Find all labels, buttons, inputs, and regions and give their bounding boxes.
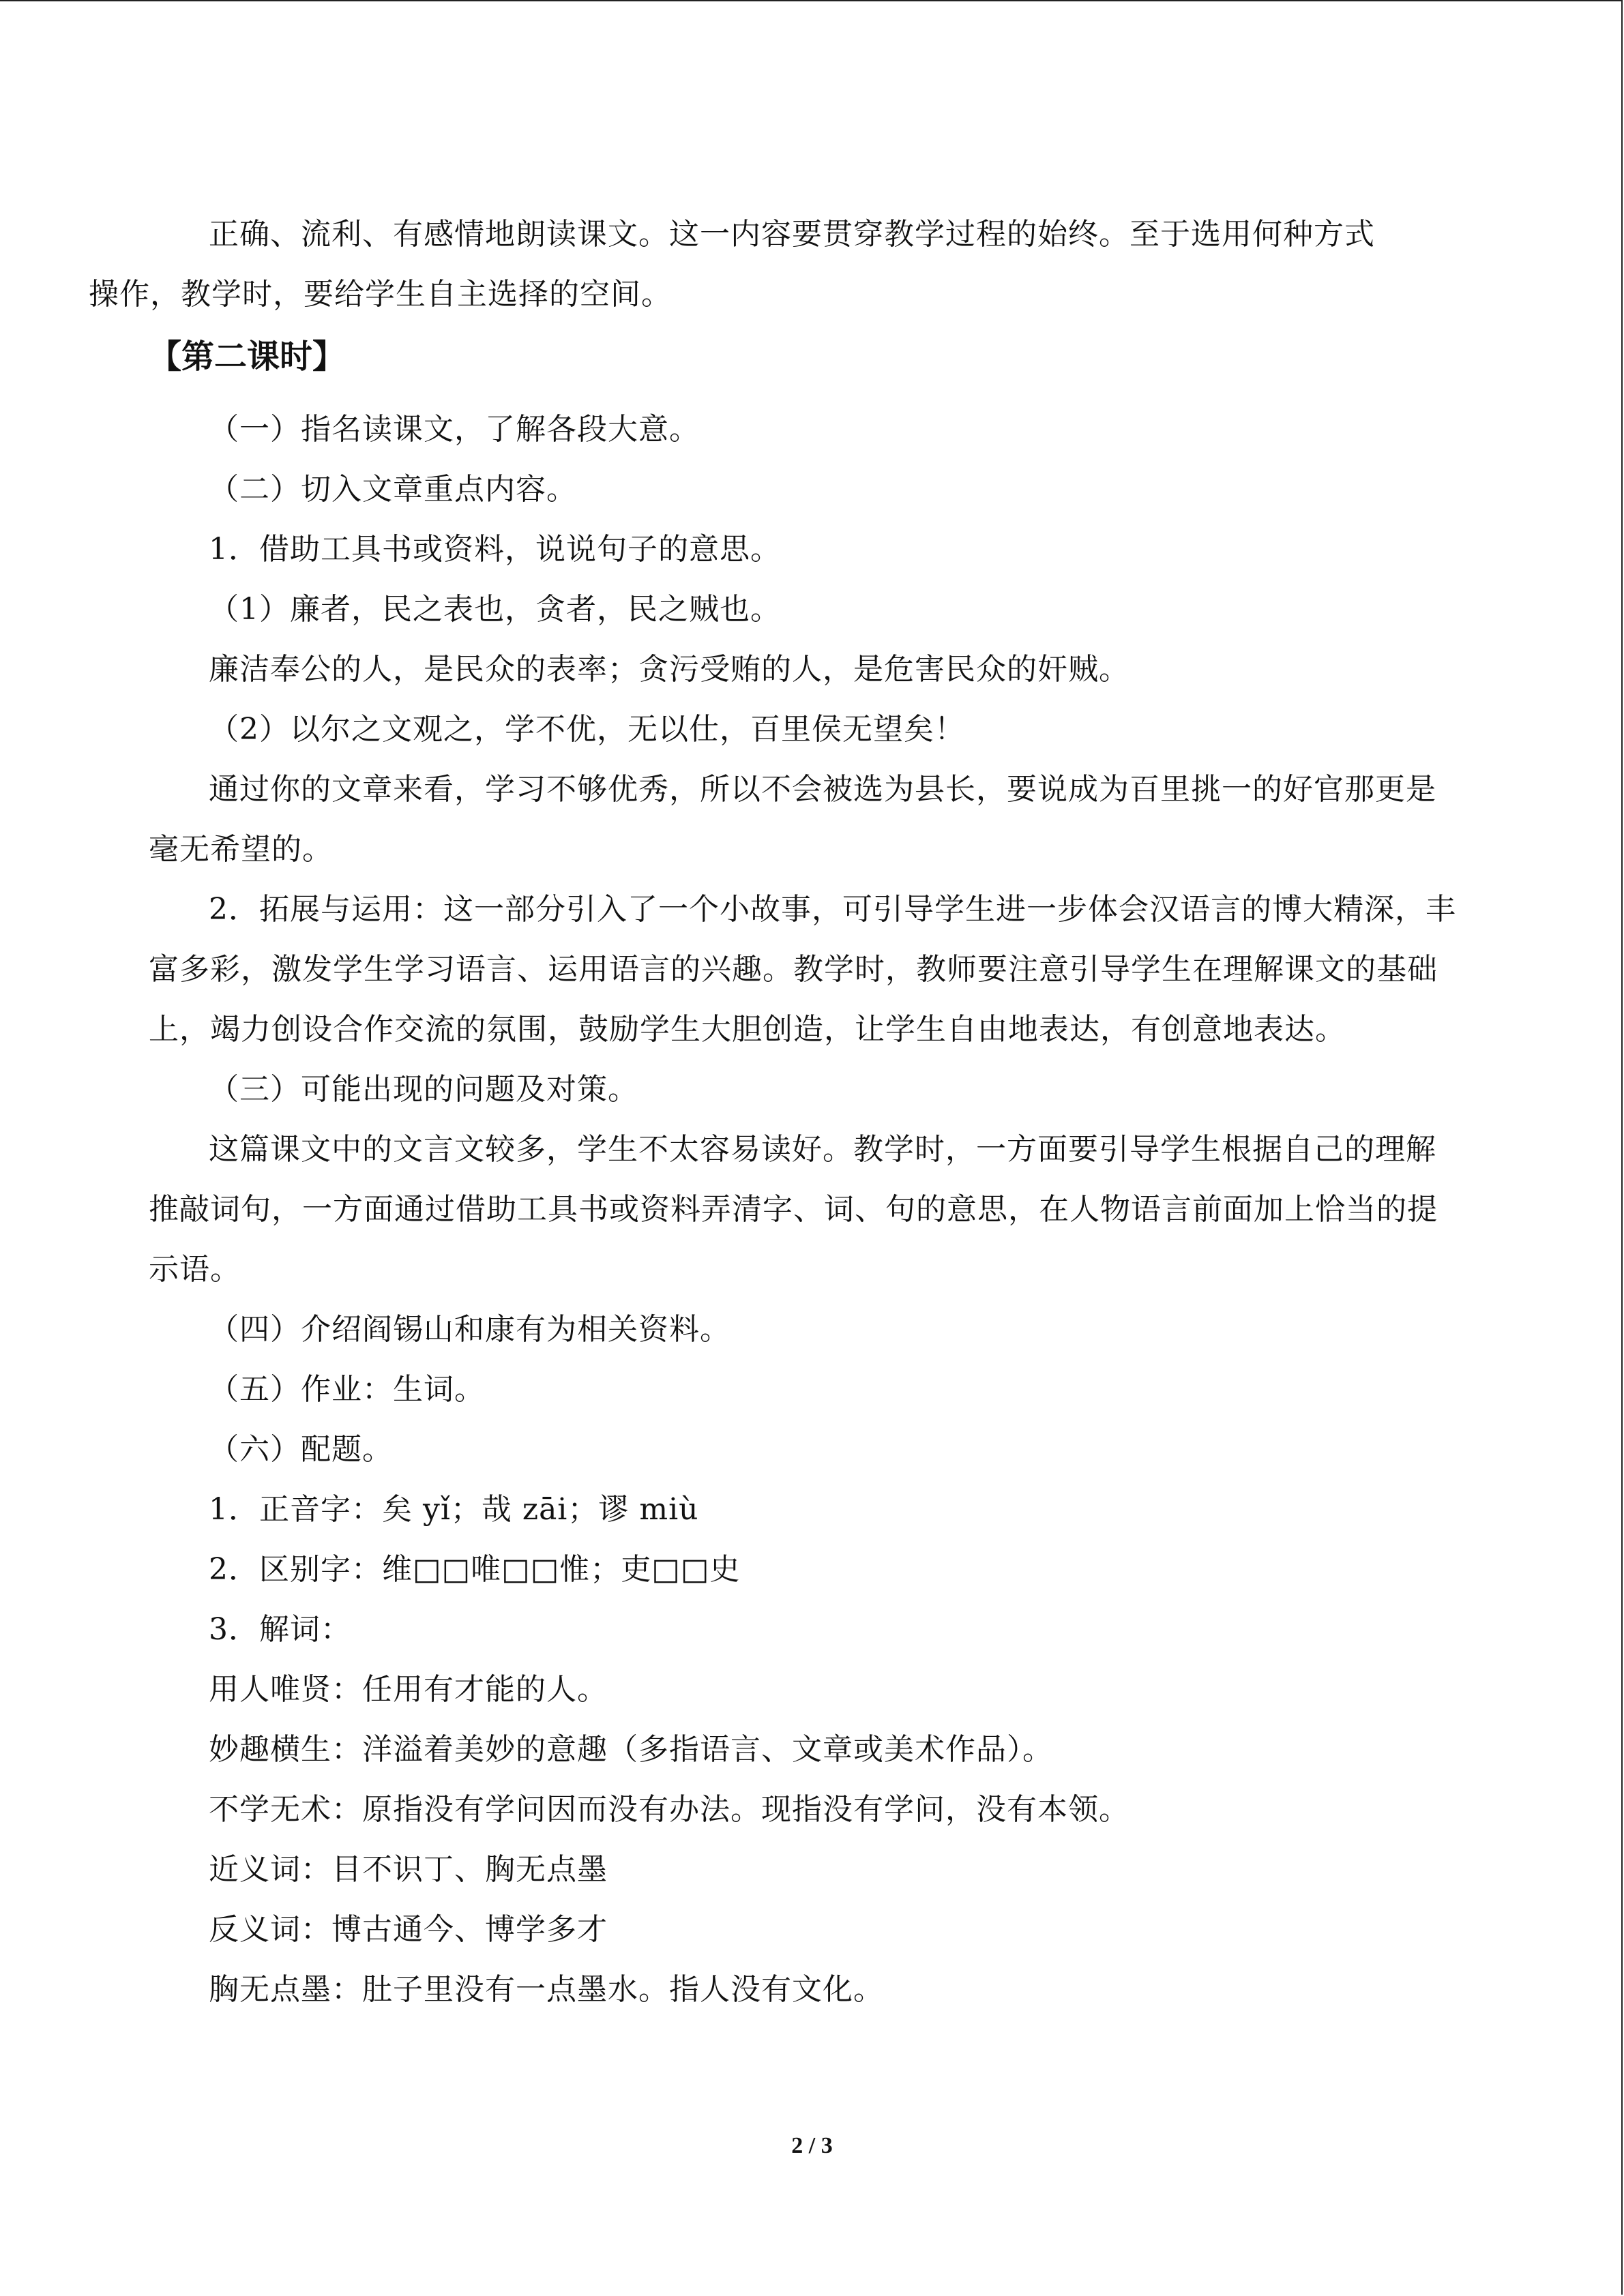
paragraph-22: 胸无点墨：肚子里没有一点墨水。指人没有文化。 bbox=[209, 1972, 884, 2007]
paragraph-2: （二）切入文章重点内容。 bbox=[209, 472, 577, 507]
paragraph-8: 2．拓展与运用：这一部分引入了一个小故事，可引导学生进一步体会汉语言的博大精深，丰富多彩，激发学生学习语言、运用语言的兴趣。教学时，教师要注意引导学生在理解课文的基础上，竭力创设合作交流的氛围，鼓励学生大胆创造，让学生自由地表达，有创意地表达。 bbox=[149, 892, 1456, 1047]
paragraph-9: （三）可能出现的问题及对策。 bbox=[209, 1072, 638, 1107]
paragraph-15: 2．区别字：维□□唯□□惟；吏□□史 bbox=[209, 1552, 741, 1587]
intro-line-2: 操作，教学时，要给学生自主选择的空间。 bbox=[89, 277, 672, 312]
paragraph-18: 妙趣横生：洋溢着美妙的意趣（多指语言、文章或美术作品）。 bbox=[209, 1732, 1053, 1767]
paragraph-1: （一）指名读课文，了解各段大意。 bbox=[209, 412, 700, 447]
intro-line-1: 正确、流利、有感情地朗读课文。这一内容要贯穿教学过程的始终。至于选用何种方式 bbox=[209, 217, 1375, 252]
paragraph-13: （六）配题。 bbox=[209, 1432, 393, 1467]
paragraph-10: 这篇课文中的文言文较多，学生不太容易读好。教学时，一方面要引导学生根据自己的理解推敲词句，一方面通过借助工具书或资料弄清字、词、句的意思，在人物语言前面加上恰当的提示语。 bbox=[149, 1132, 1438, 1287]
paragraph-17: 用人唯贤：任用有才能的人。 bbox=[209, 1672, 608, 1707]
paragraph-4: （1）廉者，民之表也，贪者，民之贼也。 bbox=[209, 592, 781, 627]
paragraph-5: 廉洁奉公的人，是民众的表率；贪污受贿的人，是危害民众的奸贼。 bbox=[209, 652, 1130, 687]
section-heading: 【第二课时】 bbox=[149, 338, 346, 376]
document-body bbox=[89, 205, 1458, 2020]
paragraph-14: 1．正音字：矣 yǐ；哉 zāi；谬 miù bbox=[209, 1492, 699, 1527]
paragraph-3: 1．借助工具书或资料，说说句子的意思。 bbox=[209, 532, 781, 567]
paragraph-6: （2）以尔之文观之，学不优，无以仕，百里侯无望矣！ bbox=[209, 712, 965, 747]
paragraph-19: 不学无术：原指没有学问因而没有办法。现指没有学问，没有本领。 bbox=[209, 1792, 1130, 1827]
paragraph-12: （五）作业：生词。 bbox=[209, 1372, 485, 1407]
paragraph-16: 3．解词： bbox=[209, 1612, 351, 1647]
paragraph-11: （四）介绍阎锡山和康有为相关资料。 bbox=[209, 1312, 730, 1347]
paragraph-21: 反义词：博古通今、博学多才 bbox=[209, 1912, 608, 1947]
paragraph-20: 近义词：目不识丁、胸无点墨 bbox=[209, 1852, 608, 1887]
paragraph-7: 通过你的文章来看，学习不够优秀，所以不会被选为县长，要说成为百里挑一的好官那更是毫无希望的。 bbox=[149, 772, 1436, 867]
intro-paragraph bbox=[89, 205, 1458, 325]
page-number: 2 / 3 bbox=[791, 2133, 833, 2158]
